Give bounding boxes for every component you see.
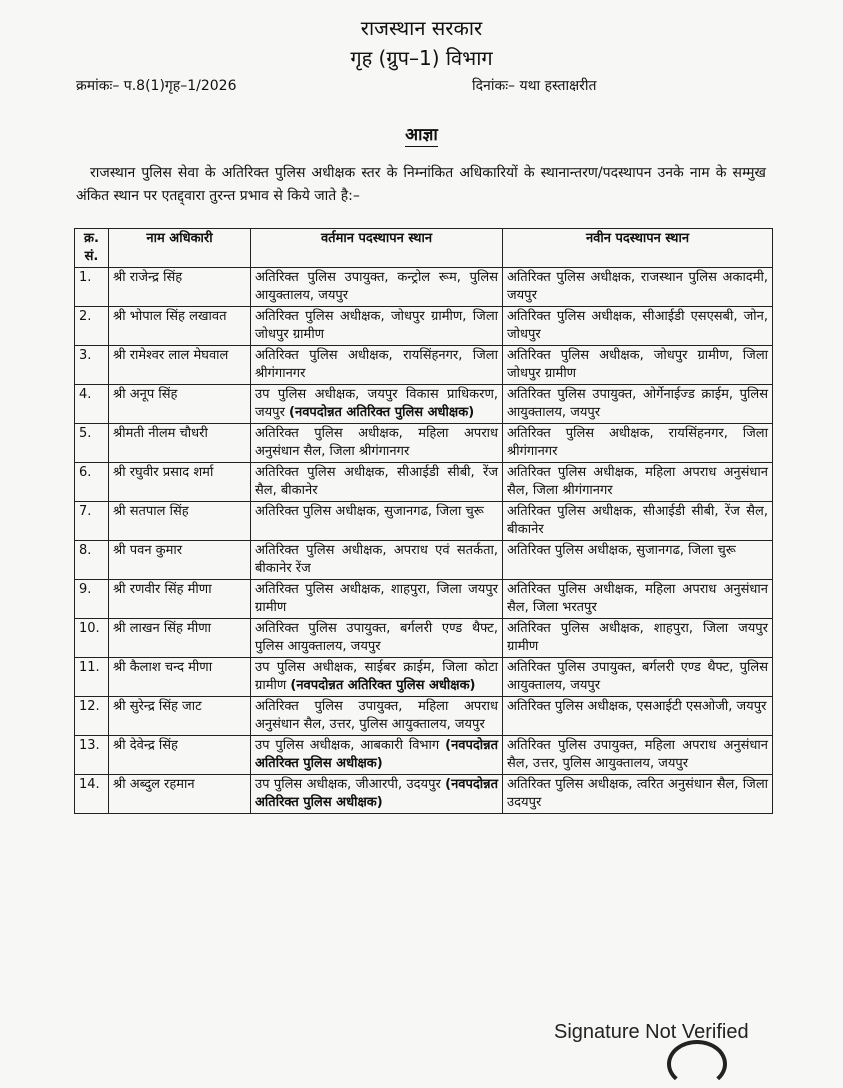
col-header-new: नवीन पदस्थापन स्थान — [503, 229, 773, 268]
row-serial: 4. — [75, 385, 109, 424]
current-posting-text: अतिरिक्त पुलिस अधीक्षक, अपराध एवं सतर्कता, बीकानेर रेंज — [255, 543, 498, 576]
row-serial: 12. — [75, 697, 109, 736]
row-new-posting: अतिरिक्त पुलिस अधीक्षक, एसआईटी एसओजी, जयपुर — [503, 697, 773, 736]
row-new-posting: अतिरिक्त पुलिस अधीक्षक, महिला अपराध अनुसंधान सैल, जिला श्रीगंगानगर — [503, 463, 773, 502]
current-posting-text: अतिरिक्त पुलिस अधीक्षक, सुजानगढ, जिला चुरू — [255, 504, 484, 519]
row-officer-name: श्री भोपाल सिंह लखावत — [109, 307, 251, 346]
row-serial: 10. — [75, 619, 109, 658]
row-officer-name: श्री लाखन सिंह मीणा — [109, 619, 251, 658]
reference-number: क्रमांकः– प.8(1)गृह–1/2026 — [76, 78, 237, 94]
row-new-posting: अतिरिक्त पुलिस अधीक्षक, राजस्थान पुलिस अकादमी, जयपुर — [503, 268, 773, 307]
row-serial: 6. — [75, 463, 109, 502]
table-body — [75, 268, 773, 814]
order-heading — [0, 122, 843, 145]
current-posting-text: अतिरिक्त पुलिस अधीक्षक, रायसिंहनगर, जिला श्रीगंगानगर — [255, 348, 498, 381]
current-posting-text: अतिरिक्त पुलिस अधीक्षक, महिला अपराध अनुसंधान सैल, जिला श्रीगंगानगर — [255, 426, 498, 459]
row-current-posting — [251, 736, 503, 775]
row-serial: 7. — [75, 502, 109, 541]
row-current-posting — [251, 619, 503, 658]
row-serial: 11. — [75, 658, 109, 697]
row-new-posting: अतिरिक्त पुलिस उपायुक्त, बर्गलरी एण्ड थैफ्ट, पुलिस आयुक्तालय, जयपुर — [503, 658, 773, 697]
row-new-posting: अतिरिक्त पुलिस अधीक्षक, शाहपुरा, जिला जयपुर ग्रामीण — [503, 619, 773, 658]
table-row — [75, 346, 773, 385]
row-current-posting — [251, 775, 503, 814]
row-serial: 13. — [75, 736, 109, 775]
row-officer-name: श्री देवेन्द्र सिंह — [109, 736, 251, 775]
signature-stamp: Signature Not Verified — [554, 1021, 749, 1043]
row-current-posting — [251, 502, 503, 541]
row-current-posting — [251, 541, 503, 580]
table-row — [75, 619, 773, 658]
table-row — [75, 658, 773, 697]
col-header-serial: क्र. सं. — [75, 229, 109, 268]
row-officer-name: श्री सतपाल सिंह — [109, 502, 251, 541]
current-posting-text: अतिरिक्त पुलिस उपायुक्त, महिला अपराध अनुसंधान सैल, उत्तर, पुलिस आयुक्तालय, जयपुर — [255, 699, 498, 732]
table-row — [75, 736, 773, 775]
table-row — [75, 775, 773, 814]
row-serial: 14. — [75, 775, 109, 814]
row-officer-name: श्री कैलाश चन्द मीणा — [109, 658, 251, 697]
row-new-posting: अतिरिक्त पुलिस अधीक्षक, सीआईडी सीबी, रेंज सैल, बीकानेर — [503, 502, 773, 541]
table-header-row — [75, 229, 773, 268]
transfer-table — [74, 228, 773, 814]
order-heading-text: आज्ञा — [405, 125, 438, 145]
row-serial: 1. — [75, 268, 109, 307]
row-current-posting — [251, 424, 503, 463]
promotion-note: (नवपदोन्नत अतिरिक्त पुलिस अधीक्षक) — [255, 777, 498, 810]
row-new-posting: अतिरिक्त पुलिस अधीक्षक, त्वरित अनुसंधान सैल, जिला उदयपुर — [503, 775, 773, 814]
row-new-posting: अतिरिक्त पुलिस अधीक्षक, महिला अपराध अनुसंधान सैल, जिला भरतपुर — [503, 580, 773, 619]
intro-paragraph: राजस्थान पुलिस सेवा के अतिरिक्त पुलिस अधीक्षक स्तर के निम्नांकित अधिकारियों के स्थानान्तरण/पदस्थापन उनके नाम के सम्मुख अंकित स्थान पर एतद्द्वारा तुरन्त प्रभाव से किये जाते है:– — [76, 165, 766, 204]
table-row — [75, 580, 773, 619]
current-posting-text: अतिरिक्त पुलिस अधीक्षक, सीआईडी सीबी, रेंज सैल, बीकानेर — [255, 465, 498, 498]
promotion-note: (नवपदोन्नत अतिरिक्त पुलिस अधीक्षक) — [290, 678, 476, 693]
row-current-posting — [251, 268, 503, 307]
row-officer-name: श्री रघुवीर प्रसाद शर्मा — [109, 463, 251, 502]
row-current-posting — [251, 580, 503, 619]
row-officer-name: श्री पवन कुमार — [109, 541, 251, 580]
department-title: गृह (ग्रुप–1) विभाग — [350, 46, 493, 70]
current-posting-text: उप पुलिस अधीक्षक, जयपुर विकास प्राधिकरण, जयपुर — [255, 387, 498, 420]
row-new-posting: अतिरिक्त पुलिस उपायुक्त, ओर्गेनाईज्ड क्राईम, पुलिस आयुक्तालय, जयपुर — [503, 385, 773, 424]
row-current-posting — [251, 346, 503, 385]
table-row — [75, 502, 773, 541]
table-row — [75, 424, 773, 463]
signature-check-icon — [667, 1040, 727, 1088]
current-posting-text: अतिरिक्त पुलिस उपायुक्त, बर्गलरी एण्ड थैफ्ट, पुलिस आयुक्तालय, जयपुर — [255, 621, 498, 654]
row-officer-name: श्रीमती नीलम चौधरी — [109, 424, 251, 463]
row-current-posting — [251, 307, 503, 346]
row-officer-name: श्री अनूप सिंह — [109, 385, 251, 424]
promotion-note: (नवपदोन्नत अतिरिक्त पुलिस अधीक्षक) — [255, 738, 498, 771]
current-posting-text: अतिरिक्त पुलिस उपायुक्त, कन्ट्रोल रूम, पुलिस आयुक्तालय, जयपुर — [255, 270, 498, 303]
promotion-note: (नवपदोन्नत अतिरिक्त पुलिस अधीक्षक) — [289, 405, 475, 420]
row-officer-name: श्री रणवीर सिंह मीणा — [109, 580, 251, 619]
table-row — [75, 463, 773, 502]
current-posting-text: अतिरिक्त पुलिस अधीक्षक, शाहपुरा, जिला जयपुर ग्रामीण — [255, 582, 498, 615]
row-officer-name: श्री सुरेन्द्र सिंह जाट — [109, 697, 251, 736]
row-new-posting: अतिरिक्त पुलिस अधीक्षक, सुजानगढ, जिला चुरू — [503, 541, 773, 580]
row-new-posting: अतिरिक्त पुलिस अधीक्षक, जोधपुर ग्रामीण, जिला जोधपुर ग्रामीण — [503, 346, 773, 385]
table-row — [75, 697, 773, 736]
row-new-posting: अतिरिक्त पुलिस अधीक्षक, रायसिंहनगर, जिला श्रीगंगानगर — [503, 424, 773, 463]
row-current-posting — [251, 697, 503, 736]
row-serial: 3. — [75, 346, 109, 385]
row-new-posting: अतिरिक्त पुलिस उपायुक्त, महिला अपराध अनुसंधान सैल, उत्तर, पुलिस आयुक्तालय, जयपुर — [503, 736, 773, 775]
table-row — [75, 541, 773, 580]
col-header-name: नाम अधिकारी — [109, 229, 251, 268]
row-serial: 8. — [75, 541, 109, 580]
row-current-posting — [251, 658, 503, 697]
current-posting-text: उप पुलिस अधीक्षक, साईबर क्राईम, जिला कोटा ग्रामीण — [255, 660, 498, 693]
current-posting-text: उप पुलिस अधीक्षक, आबकारी विभाग — [255, 738, 440, 753]
row-serial: 9. — [75, 580, 109, 619]
row-serial: 5. — [75, 424, 109, 463]
row-serial: 2. — [75, 307, 109, 346]
row-officer-name: श्री अब्दुल रहमान — [109, 775, 251, 814]
current-posting-text: अतिरिक्त पुलिस अधीक्षक, जोधपुर ग्रामीण, जिला जोधपुर ग्रामीण — [255, 309, 498, 342]
table-row — [75, 385, 773, 424]
current-posting-text: उप पुलिस अधीक्षक, जीआरपी, उदयपुर — [255, 777, 441, 792]
table-row — [75, 307, 773, 346]
row-officer-name: श्री रामेश्वर लाल मेघवाल — [109, 346, 251, 385]
table-row — [75, 268, 773, 307]
row-new-posting: अतिरिक्त पुलिस अधीक्षक, सीआईडी एसएसबी, जोन, जोधपुर — [503, 307, 773, 346]
row-current-posting — [251, 385, 503, 424]
order-date: दिनांकः– यथा हस्ताक्षरीत — [472, 78, 597, 94]
col-header-current: वर्तमान पदस्थापन स्थान — [251, 229, 503, 268]
row-officer-name: श्री राजेन्द्र सिंह — [109, 268, 251, 307]
row-current-posting — [251, 463, 503, 502]
government-title: राजस्थान सरकार — [360, 16, 483, 40]
